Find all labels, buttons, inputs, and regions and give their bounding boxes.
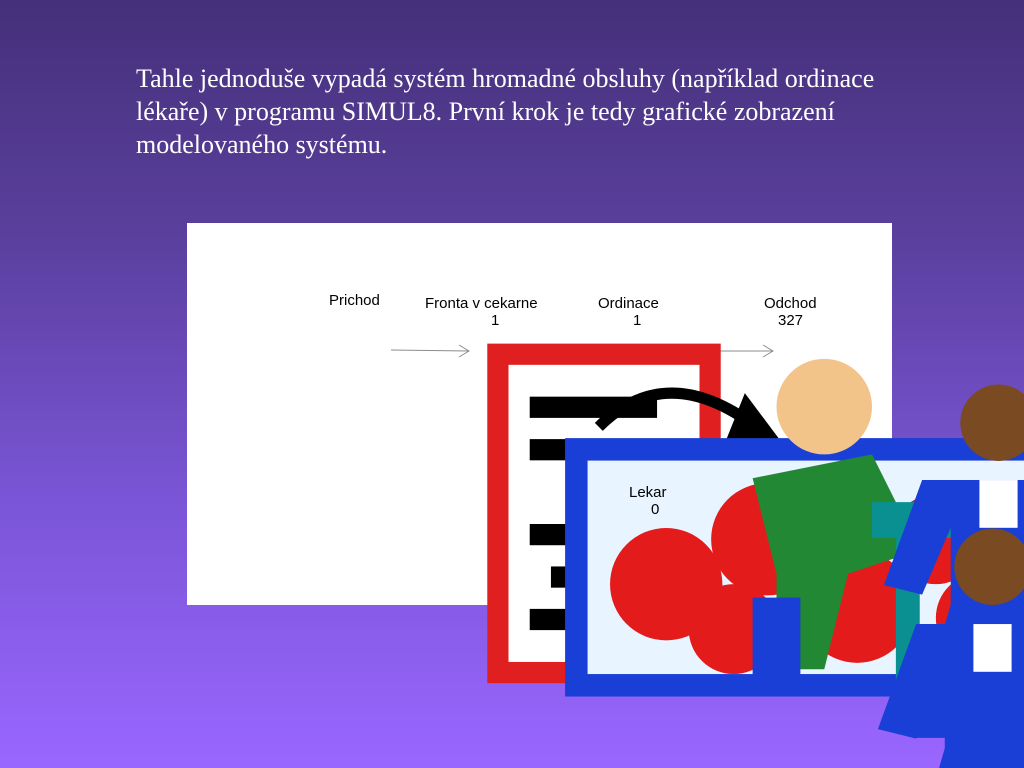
odchod-count: 327 — [778, 312, 804, 329]
lekar-count: 0 — [651, 501, 660, 518]
lekar-label: Lekar — [629, 484, 667, 501]
odchod-label: Odchod — [764, 295, 817, 312]
ordinace-label: Ordinace — [598, 295, 659, 312]
fronta-count: 1 — [491, 312, 500, 329]
lekar-resource-icon[interactable] — [640, 519, 1024, 768]
intro-text: Tahle jednoduše vypadá systém hromadné obsluhy (například ordinace lékaře) v programu SIMUL8. První krok je tedy grafické zobrazení modelovaného systému. — [136, 64, 875, 159]
simulation-canvas[interactable] — [187, 223, 892, 605]
ordinace-count: 1 — [633, 312, 642, 329]
fronta-label: Fronta v cekarne — [425, 295, 538, 312]
prichod-label: Prichod — [329, 292, 380, 309]
